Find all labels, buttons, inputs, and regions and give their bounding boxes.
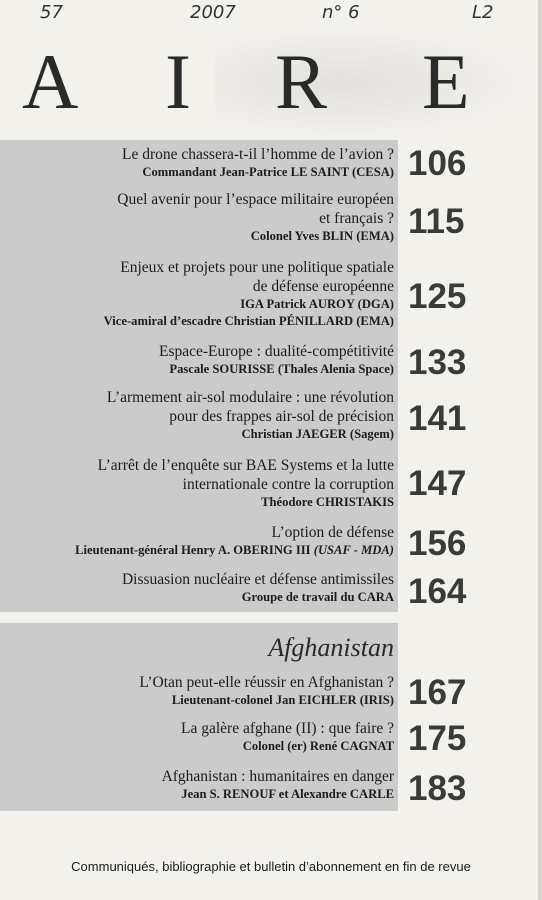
entry-title: Dissuasion nucléaire et défense antimissiles (121, 571, 394, 588)
entry-author: Pascale SOURISSE (Thales Alenia Space) (169, 362, 394, 376)
page-edge (538, 0, 542, 900)
handwritten-note-year: 2007 (190, 2, 236, 23)
handwritten-note-issue: n° 6 (322, 2, 360, 23)
page-number: 133 (408, 343, 467, 382)
toc-entry[interactable] (0, 258, 394, 330)
entry-author-affiliation: (USAF - MDA) (313, 543, 394, 557)
entry-title: L’arrêt de l’enquête sur BAE Systems et la lutte (97, 457, 394, 474)
entry-author: Groupe de travail du CARA (241, 590, 394, 604)
page-number: 156 (408, 524, 467, 563)
entry-title: L’armement air-sol modulaire : une révolution (106, 389, 394, 406)
masthead-letter: R (275, 38, 328, 125)
toc-entry[interactable] (0, 523, 394, 559)
handwritten-note-code: L2 (472, 2, 494, 23)
entry-author: IGA Patrick AUROY (DGA) (240, 297, 394, 311)
page-number: 164 (408, 572, 467, 611)
entry-author: Colonel Yves BLIN (EMA) (250, 229, 394, 243)
handwritten-note-number: 57 (40, 2, 63, 23)
footer-note: Communiqués, bibliographie et bulletin d’abonnement en fin de revue (71, 859, 471, 874)
toc-entry[interactable] (0, 719, 394, 755)
toc-entry[interactable] (0, 570, 394, 606)
page-number: 125 (408, 277, 467, 316)
page-number: 141 (408, 399, 467, 438)
entry-title: La galère afghane (II) : que faire ? (181, 720, 394, 737)
page-number: 147 (408, 464, 467, 503)
entry-author (0, 542, 394, 559)
entry-title: Espace-Europe : dualité-compétitivité (159, 343, 394, 360)
entry-author: Vice-amiral d’escadre Christian PÉNILLARD (EMA) (103, 314, 394, 328)
entry-title: L’Otan peut-elle réussir en Afghanistan ? (139, 674, 394, 691)
masthead (0, 38, 542, 125)
entry-title: pour des frappes air-sol de précision (169, 408, 394, 425)
entry-title: L’option de défense (271, 524, 394, 541)
toc-entry[interactable] (0, 190, 394, 245)
entry-author: Commandant Jean-Patrice LE SAINT (CESA) (142, 165, 394, 179)
entry-title: Quel avenir pour l’espace militaire européen (117, 191, 394, 208)
toc-entry[interactable] (0, 388, 394, 443)
entry-title: Enjeux et projets pour une politique spatiale (120, 259, 394, 276)
page-number: 106 (408, 144, 467, 183)
toc-entry[interactable] (0, 342, 394, 378)
entry-author: Lieutenant-colonel Jan EICHLER (IRIS) (171, 693, 394, 707)
masthead-letter: A (22, 38, 79, 125)
entry-title: internationale contre la corruption (182, 476, 394, 493)
entry-author: Théodore CHRISTAKIS (261, 495, 394, 509)
entry-title: de défense européenne (252, 278, 394, 295)
section-heading: Afghanistan (268, 633, 394, 662)
entry-title: Afghanistan : humanitaires en danger (161, 768, 394, 785)
entry-author-name: Lieutenant-général Henry A. OBERING III (75, 543, 311, 557)
page-number: 115 (408, 202, 465, 241)
entry-author: Colonel (er) René CAGNAT (242, 739, 394, 753)
entry-author: Jean S. RENOUF et Alexandre CARLE (181, 787, 394, 801)
entry-author: Christian JAEGER (Sagem) (241, 427, 394, 441)
masthead-letter: I (165, 38, 191, 125)
toc-entry[interactable] (0, 145, 394, 181)
toc-entry[interactable] (0, 767, 394, 803)
toc-entry[interactable] (0, 456, 394, 511)
toc-entry[interactable] (0, 673, 394, 709)
entry-title: Le drone chassera-t-il l’homme de l’avion ? (122, 146, 394, 163)
entry-title: et français ? (319, 210, 394, 227)
page-number: 175 (408, 719, 467, 758)
masthead-letter: E (422, 38, 470, 125)
page-number: 183 (408, 769, 467, 808)
page-number: 167 (408, 673, 467, 712)
